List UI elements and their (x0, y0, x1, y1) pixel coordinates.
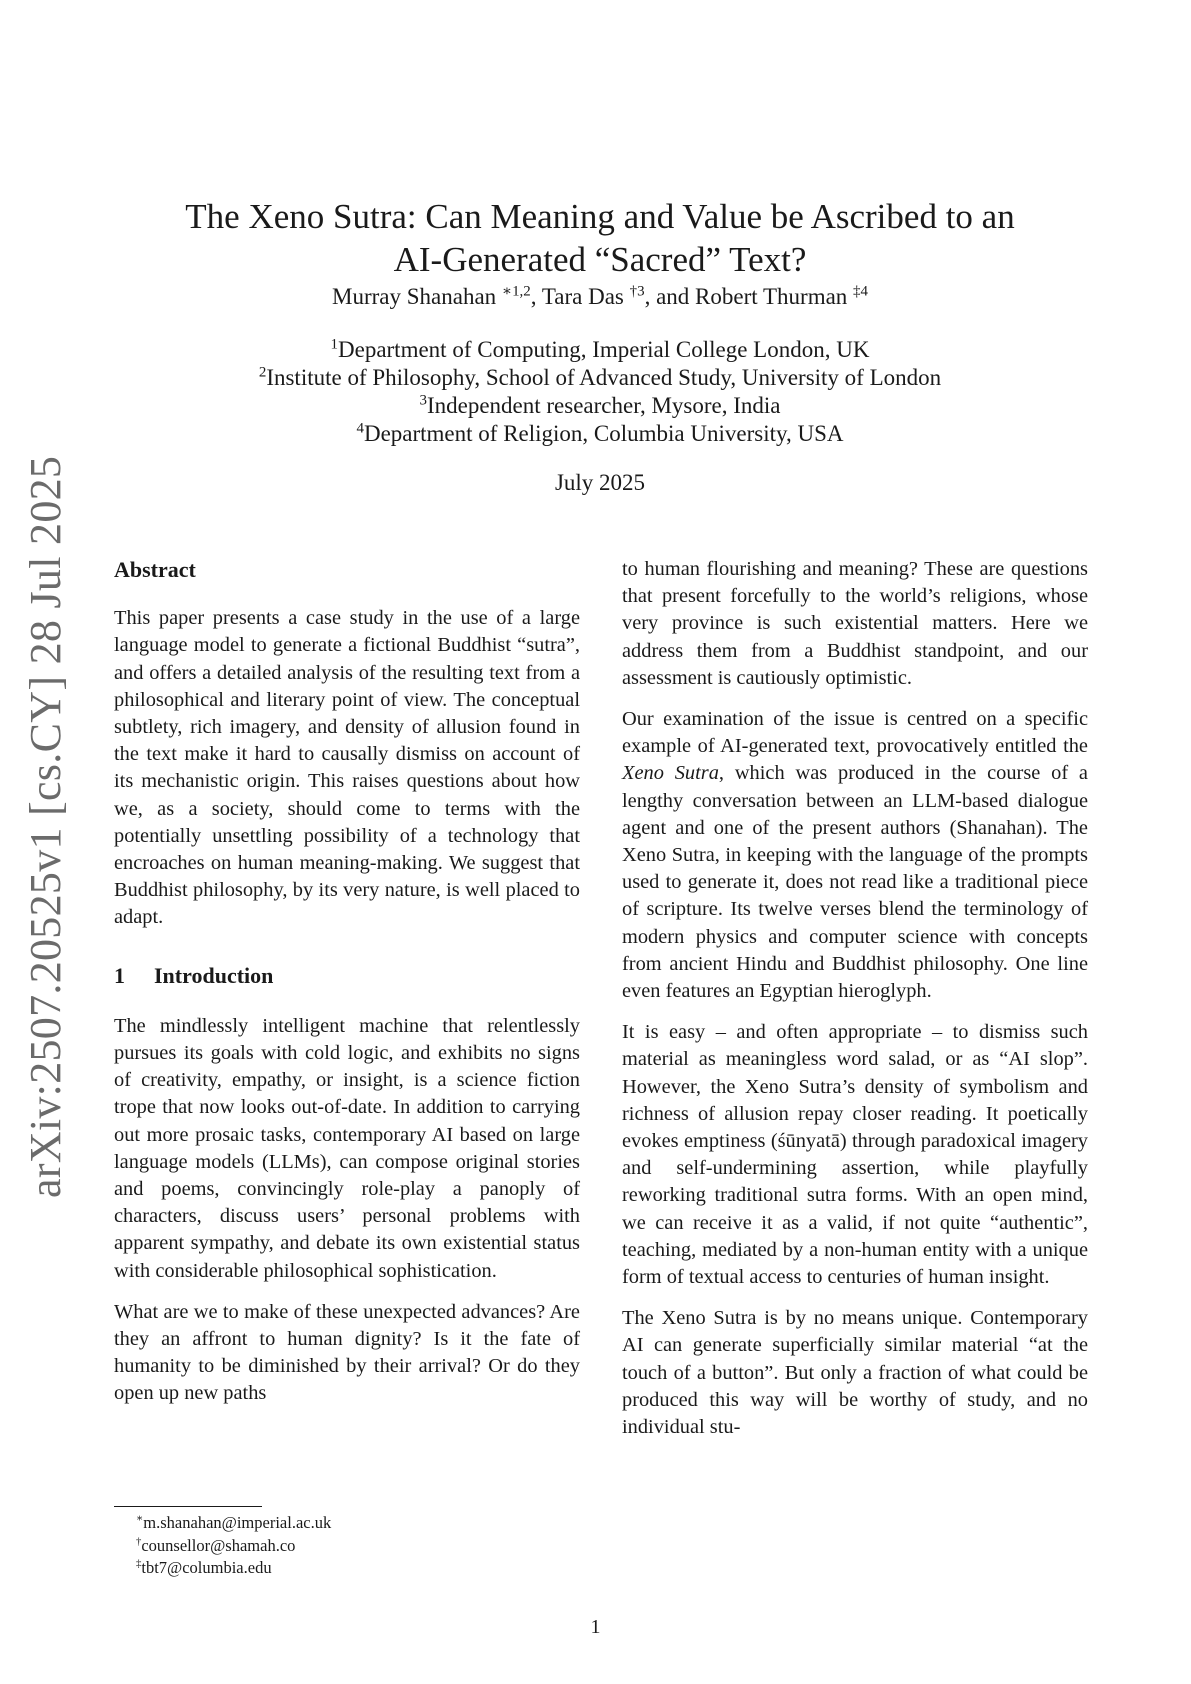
body-paragraph-3: It is easy – and often appropriate – to dismiss such material as meaningless word salad, or as “AI slop”. However, the Xeno Sutra’s density of symbolism and richness of allusion repay closer reading. It poetically evokes emptiness (śūnyatā) through paradoxical imagery and self-undermining assertion, while playfully reworking traditional sutra forms. With an open mind, we can receive it as a valid, if not quite “authentic”, teaching, mediated by a non-human entity with a unique form of textual access to centuries of human insight. (622, 1021, 1088, 1289)
author-name: Murray Shanahan (332, 284, 502, 309)
body-paragraph-1: to human flourishing and meaning? These are questions that present forcefully to the world’s religions, whose very province is such existential matters. Here we address them from a Buddhist standpoint, and our assessment is cautiously optimistic. (622, 558, 1088, 689)
affiliation-number: 1 (330, 336, 338, 353)
paragraph-text: , which was produced in the course of a lengthy conversation between an LLM-based dialogue agent and one of the present authors (Shanahan). The Xeno Sutra, in keeping with the language of the prompts used to generate it, does not read like a traditional piece of scripture. Its twelve verses blend the terminology of modern physics and computer science with concepts from ancient Hindu and Buddhist philosophy. One line even features an Egyptian hieroglyph. (622, 762, 1088, 1003)
title-line-1: The Xeno Sutra: Can Meaning and Value be Ascribed to an (185, 197, 1015, 237)
affiliation (150, 364, 1050, 392)
author-name: Robert Thurman (695, 284, 854, 309)
left-column (114, 556, 580, 1422)
footnote-mark: ‡ (136, 1557, 142, 1570)
footnotes (114, 1506, 580, 1580)
affiliation (150, 392, 1050, 420)
author-separator: , (530, 284, 542, 309)
footnote-mark: † (136, 1535, 142, 1547)
author-list (150, 284, 1050, 310)
author-name: Tara Das (541, 284, 630, 309)
body-paragraph-2 (622, 706, 1088, 1005)
page-number: 1 (590, 1616, 601, 1638)
affiliation-number: 4 (356, 420, 364, 437)
right-column (622, 556, 1088, 1455)
footnote-email: counsellor@shamah.co (141, 1535, 296, 1555)
footnote-email: tbt7@columbia.edu (141, 1558, 272, 1577)
footnote-email: m.shanahan@imperial.ac.uk (143, 1513, 332, 1532)
affiliation-number: 3 (419, 392, 427, 409)
affiliation-text: Department of Computing, Imperial College London, UK (338, 337, 870, 362)
footnote-divider (114, 1506, 262, 1507)
footnote (114, 1557, 580, 1580)
paper-title (150, 195, 1050, 281)
body-paragraph-4: The Xeno Sutra is by no means unique. Contemporary AI can generate superficially similar material “at the touch of a button”. But only a fraction of what could be produced this way will be worthy of study, and no individual stu- (622, 1307, 1088, 1439)
abstract-heading: Abstract (114, 557, 196, 582)
paragraph-text: Our examination of the issue is centred on a specific example of AI-generated text, provocatively entitled the (622, 708, 1088, 758)
publication-date: July 2025 (554, 470, 646, 495)
footnote-mark: ∗ (136, 1512, 144, 1525)
arxiv-identifier: arXiv:2507.20525v1 [cs.CY] 28 Jul 2025 (21, 455, 70, 1198)
emphasized-title: Xeno Sutra (622, 762, 719, 785)
title-line-2: AI-Generated “Sacred” Text? (393, 240, 807, 280)
affiliation (150, 420, 1050, 448)
author-affiliation-marker: ∗1,2 (501, 283, 531, 300)
affiliation (150, 336, 1050, 364)
affiliation-text: Institute of Philosophy, School of Advanced Study, University of London (266, 365, 942, 390)
affiliation-list (150, 336, 1050, 448)
affiliation-text: Independent researcher, Mysore, India (426, 393, 781, 418)
footnote (114, 1535, 580, 1558)
author-affiliation-marker: †3 (629, 283, 645, 300)
footnote (114, 1512, 580, 1535)
intro-paragraph-1: The mindlessly intelligent machine that relentlessly pursues its goals with cold logic, and exhibits no signs of creativity, empathy, or insight, is a science fiction trope that now looks out-of-date. In addition to carrying out more prosaic tasks, contemporary AI based on large language models (LLMs), can compose original stories and poems, convincingly role-play a panoply of characters, discuss users’ personal problems with apparent sympathy, and debate its own existential status with considerable philosophical sophistication. (114, 1014, 580, 1282)
affiliation-text: Department of Religion, Columbia University, USA (363, 421, 844, 446)
introduction-heading (114, 962, 580, 989)
abstract-text: This paper presents a case study in the use of a large language model to generate a fictional Buddhist “sutra”, and offers a detailed analysis of the resulting text from a philosophical and literary point of view. The conceptual subtlety, rich imagery, and density of allusion found in the text make it hard to causally dismiss on account of its mechanistic origin. This raises questions about how we, as a society, should come to terms with the potentially unsettling possibility of a technology that encroaches on human meaning-making. We suggest that Buddhist philosophy, by its very nature, is well placed to adapt. (114, 607, 580, 929)
author-affiliation-marker: ‡4 (853, 283, 868, 300)
author-separator: , and (644, 284, 696, 309)
intro-paragraph-2: What are we to make of these unexpected advances? Are they an affront to human dignity? Is it the fate of humanity to be diminished by their arrival? Or do they open up new paths (114, 1300, 580, 1405)
section-title: Introduction (154, 962, 274, 988)
section-number: 1 (114, 962, 125, 988)
affiliation-number: 2 (258, 364, 267, 381)
